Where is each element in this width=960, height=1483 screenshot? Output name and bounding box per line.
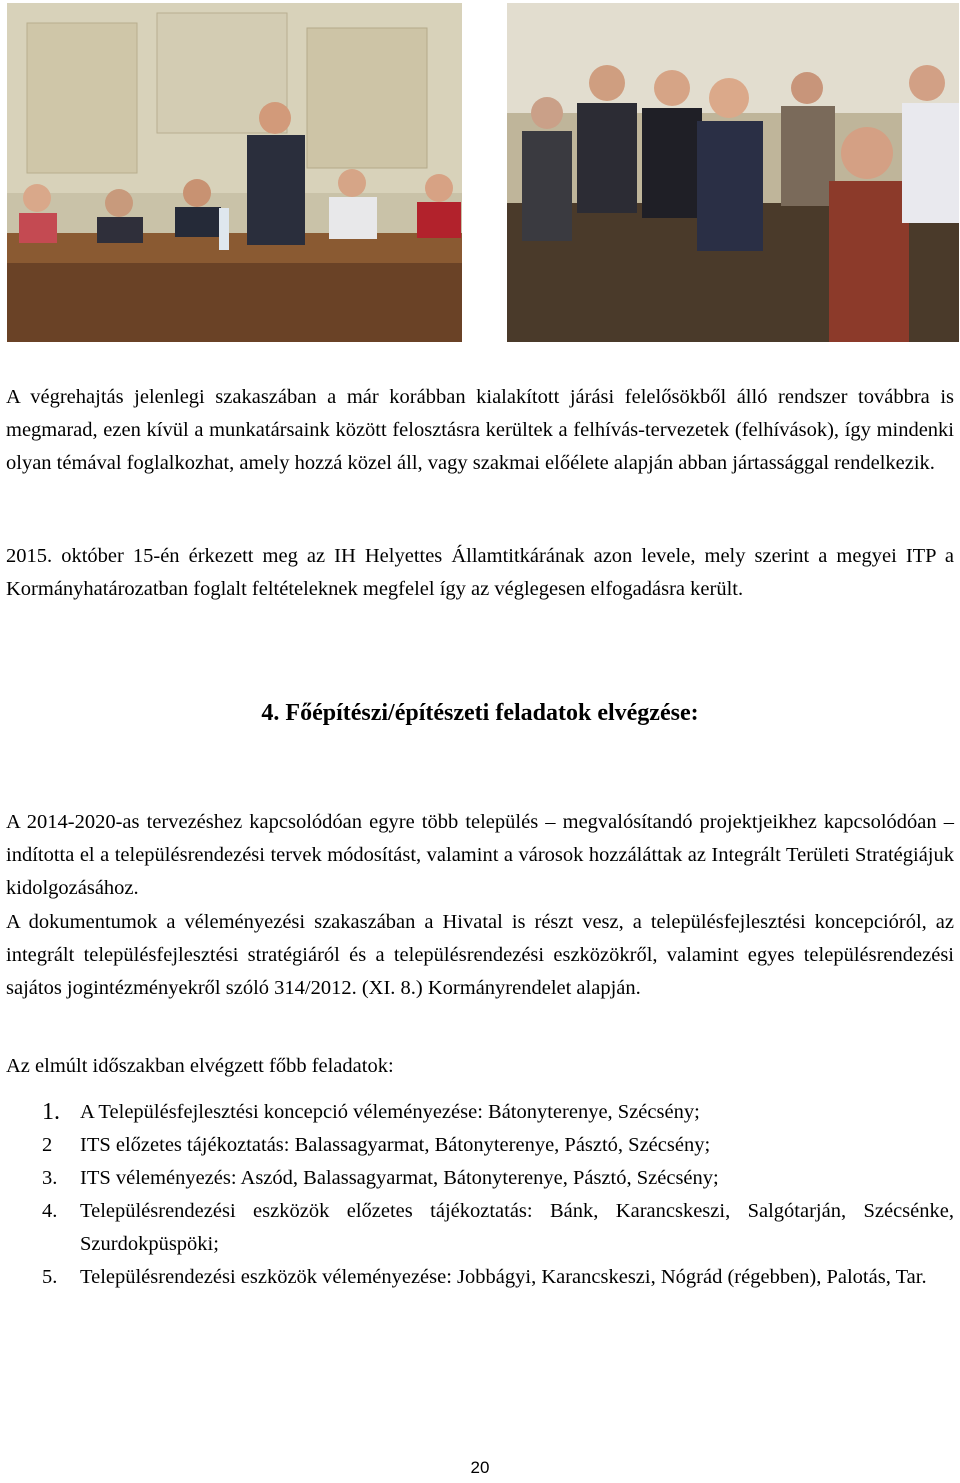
list-item: [0, 1096, 960, 1129]
paragraph-districts: A végrehajtás jelenlegi szakaszában a már korábban kialakított járási felelősökből álló rendszer továbbra is megmarad, ezen kívül a munkatársaink között felosztásra kerültek a felhívás-tervezetek (felhívások), így mindenki olyan témával foglalkozhat, amely hozzá közel áll, vagy szakmai előélete alapján abban jártassággal rendelkezik.: [6, 386, 954, 474]
paragraph-tasks-intro: Az elmúlt időszakban elvégzett főbb feladatok:: [6, 1055, 394, 1077]
list-item-number: 1.: [42, 1099, 60, 1125]
list-item-text: Településrendezési eszközök véleményezése: Jobbágyi, Karancskeszi, Nógrád (régebben), Palotás, Tar.: [80, 1266, 927, 1288]
meeting-panel-photo: [7, 3, 462, 342]
list-item-number: 4.: [42, 1200, 58, 1222]
paragraph-planning: A 2014-2020-as tervezéshez kapcsolódóan egyre több település – megvalósítandó projektjeikhez kapcsolódóan – indította el a településrendezési tervek módosítást, valamint a városok hozzáláttak az Integrált Területi Stratégiájuk kidolgozásához.: [6, 811, 954, 899]
list-item-text: A Településfejlesztési koncepció véleményezése: Bátonyterenye, Szécsény;: [80, 1101, 700, 1123]
list-item: [0, 1129, 960, 1162]
audience-photo: [507, 3, 959, 342]
list-item-text: ITS előzetes tájékoztatás: Balassagyarmat, Bátonyterenye, Pásztó, Szécsény;: [80, 1134, 711, 1156]
audience-icon: [507, 3, 959, 342]
list-item-number: 3.: [42, 1167, 58, 1189]
task-list: [0, 1096, 960, 1294]
list-item-number: 5.: [42, 1266, 58, 1288]
paragraph-itp-approval: 2015. október 15-én érkezett meg az IH Helyettes Államtitkárának azon levele, mely szerint a megyei ITP a Kormányhatározatban foglalt feltételeknek megfelel így az véglegesen elfogadásra került.: [6, 545, 954, 600]
list-item: [0, 1195, 960, 1261]
meeting-panel-icon: [7, 3, 462, 342]
page-number: 20: [470, 1458, 490, 1477]
list-item-text: ITS véleményezés: Aszód, Balassagyarmat, Bátonyterenye, Pásztó, Szécsény;: [80, 1167, 719, 1189]
list-item-number: 2: [42, 1134, 53, 1156]
section-heading: 4. Főépítészi/építészeti feladatok elvégzése:: [261, 700, 699, 726]
list-item: [0, 1162, 960, 1195]
list-item-text: Településrendezési eszközök előzetes tájékoztatás: Bánk, Karancskeszi, Salgótarján, Szécsénke, Szurdokpüspöki;: [80, 1200, 954, 1255]
paragraph-documents: A dokumentumok a véleményezési szakaszában a Hivatal is részt vesz, a településfejlesztési koncepcióról, az integrált településfejlesztési stratégiáról és a településrendezési eszközökről, valamint egyes településrendezési sajátos jogintézményekről szóló 314/2012. (XI. 8.) Kormányrendelet alapján.: [6, 911, 954, 999]
list-item: [0, 1261, 960, 1294]
